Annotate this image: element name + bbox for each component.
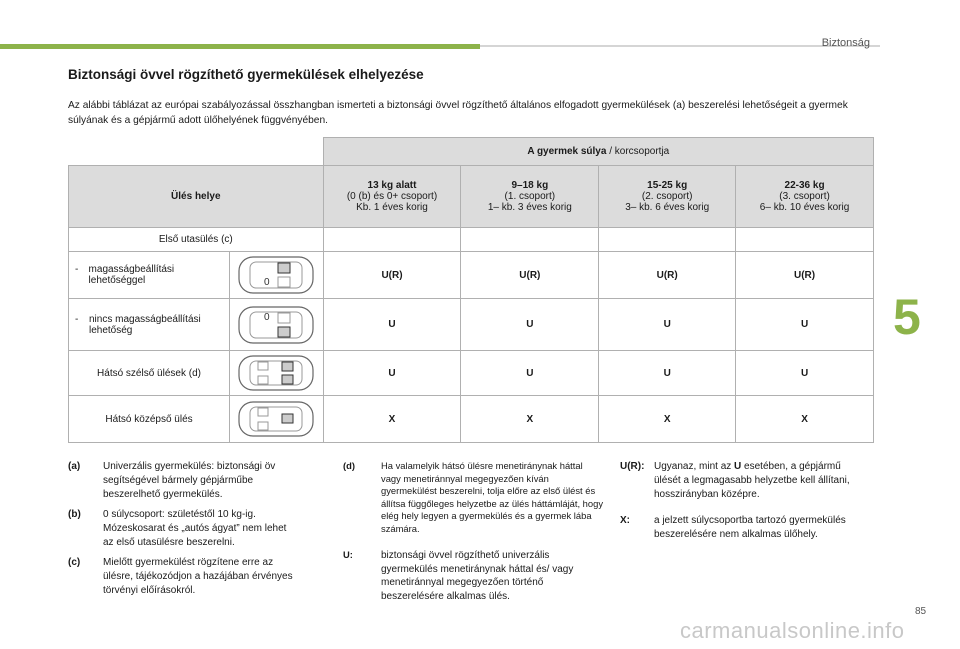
table-cell: U	[461, 351, 599, 396]
group-2-header: 15-25 kg (2. csoport) 3– kb. 6 éves korig	[599, 166, 736, 228]
table-cell: U	[461, 299, 599, 351]
note-item: U: biztonsági övvel rögzíthető univerzális gyermekülés menetiránynak háttal és/ vagy menetiránnyal megegyezően történő beszerelésére alkalmas ülés.	[343, 549, 574, 602]
svg-text:0: 0	[264, 277, 270, 288]
page-number: 85	[915, 606, 927, 617]
table-cell: U(R)	[736, 252, 874, 299]
table-cell: U(R)	[323, 252, 461, 299]
table-row	[69, 252, 874, 299]
svg-text:0: 0	[264, 311, 270, 323]
note-item: (b) 0 súlycsoport: születéstől 10 kg-ig. Mózeskosarat és „autós ágyat” nem lehet az első utasülésre beszerelni.	[68, 509, 287, 548]
car-seat-diagram-icon	[230, 252, 324, 299]
group-3-header: 22-36 kg (3. csoport) 6– kb. 10 éves korig	[736, 166, 874, 228]
table-cell: U	[599, 299, 736, 351]
weight-header: A gyermek súlya / korcsoportja	[323, 138, 873, 166]
note-item: X: a jelzett súlycsoportba tartozó gyermekülés beszerelésére nem alkalmas ülőhely.	[620, 515, 846, 540]
table-row	[69, 396, 874, 443]
notes-column-3	[620, 460, 860, 548]
seat-label: Hátsó szélső ülések (d)	[69, 351, 230, 396]
chapter-number: 5	[893, 289, 921, 345]
seat-label: - magasságbeállítási lehetőséggel	[69, 252, 230, 299]
note-item: (a) Univerzális gyermekülés: biztonsági öv segítségével bármely gépjárműbe beszerelhető gyermekülés.	[68, 461, 276, 500]
group-1-header: 9–18 kg (1. csoport) 1– kb. 3 éves korig	[461, 166, 599, 228]
table-cell: X	[599, 396, 736, 443]
table-row	[69, 299, 874, 351]
table-cell: U(R)	[599, 252, 736, 299]
front-seat-label: Első utasülés (c)	[69, 228, 324, 252]
table-cell: U	[736, 299, 874, 351]
table-cell: U(R)	[461, 252, 599, 299]
table-cell: X	[736, 396, 874, 443]
table-cell: U	[599, 351, 736, 396]
table-cell: U	[323, 299, 461, 351]
child-seat-table	[68, 137, 874, 443]
notes-column-1	[68, 460, 298, 604]
car-seat-diagram-icon	[230, 351, 324, 396]
group-0-header: 13 kg alatt (0 (b) és 0+ csoport) Kb. 1 éves korig	[323, 166, 461, 228]
note-item: (c) Mielőtt gyermekülést rögzítene erre az ülésre, tájékozódjon a hazájában érvényes törvényi előírásokról.	[68, 557, 293, 596]
intro-paragraph: Az alábbi táblázat az európai szabályozással összhangban ismerteti a biztonsági övvel rögzíthető általános elfogadott gyermekülések (a) beszerelési lehetőségeit a gyermek súlyának és a gépjármű adott ülőhelyének függvényében.	[68, 100, 848, 126]
notes-column-2	[343, 460, 603, 609]
table-row	[69, 351, 874, 396]
seat-label: - nincs magasságbeállítási lehetőség	[69, 299, 230, 351]
table-cell: U	[323, 351, 461, 396]
note-item: U(R): Ugyanaz, mint az U esetében, a gépjármű ülését a legmagasabb helyzetbe kell állítani, hosszirányban középre.	[620, 461, 850, 500]
seat-label: Hátsó középső ülés	[69, 396, 230, 443]
car-seat-diagram-icon	[230, 299, 324, 351]
watermark: carmanualsonline.info	[680, 618, 905, 643]
table-cell: U	[736, 351, 874, 396]
note-item: (d) Ha valamelyik hátsó ülésre menetiránynak háttal vagy menetiránnyal megegyezően kíván gyermekülést beszerelni, tolja előre az első ülést és állítsa függőleges helyzetbe az ülés háttámláját, hogy elég hely legyen a gyermekülés és a gyermek lába számára.	[343, 460, 604, 534]
car-seat-diagram-icon	[230, 396, 324, 443]
header-accent-bar	[0, 44, 480, 49]
table-cell: X	[323, 396, 461, 443]
page-title: Biztonsági övvel rögzíthető gyermekülések elhelyezése	[68, 67, 424, 82]
section-title: Biztonság	[821, 37, 870, 49]
table-cell: X	[461, 396, 599, 443]
seat-header: Ülés helye	[69, 166, 324, 228]
